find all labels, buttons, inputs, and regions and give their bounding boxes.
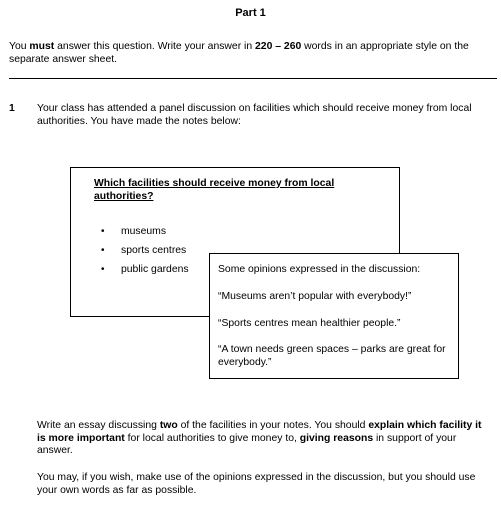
bullet-icon: • [101,264,105,275]
divider-rule [9,78,497,79]
opinions-heading: Some opinions expressed in the discussion: [218,264,421,275]
instructions-text-2: answer this question. Write your answer in [54,41,256,52]
opinion-item: “A town needs green spaces – parks are great for everybody.” [218,344,446,368]
question-number: 1 [9,103,15,114]
opinions-box [209,253,459,379]
notes-heading: Which facilities should receive money from local authorities? [94,178,335,202]
task-emphasis-reasons: giving reasons [299,432,374,444]
task-text: for local authorities to give money to, [124,432,300,444]
bullet-label-public-gardens: public gardens [121,264,189,275]
task-text: in support of your answer. [37,432,457,456]
task-paragraph [37,420,493,458]
instructions-must: must [29,41,55,52]
task-emphasis-explain: explain which facility it is more important [37,420,482,444]
instructions-word-count: 220 – 260 [255,41,302,52]
opinion-item: “Sports centres mean healthier people.” [218,318,401,329]
instructions-text-3: words in an appropriate style on the separate answer sheet. [9,41,469,65]
question-intro: Your class has attended a panel discussion on facilities which should receive money from local authorities. You have made the notes below: [37,103,472,127]
part-title: Part 1 [235,7,266,19]
bullet-icon: • [101,245,105,256]
bullet-icon: • [101,226,105,237]
instructions-text-1: You [9,41,30,52]
bullet-label-sports-centres: sports centres [121,245,187,256]
bullet-label-museums: museums [121,226,167,237]
task-emphasis-two: two [159,420,178,431]
task-text: Write an essay discussing [37,420,160,431]
opinion-item: “Museums aren’t popular with everybody!” [218,291,412,302]
task-text: of the facilities in your notes. You should [177,420,369,431]
task-paragraph-opinions: You may, if you wish, make use of the opinions expressed in the discussion, but you should use your own words as far as possible. [37,472,476,496]
instructions [9,41,489,66]
